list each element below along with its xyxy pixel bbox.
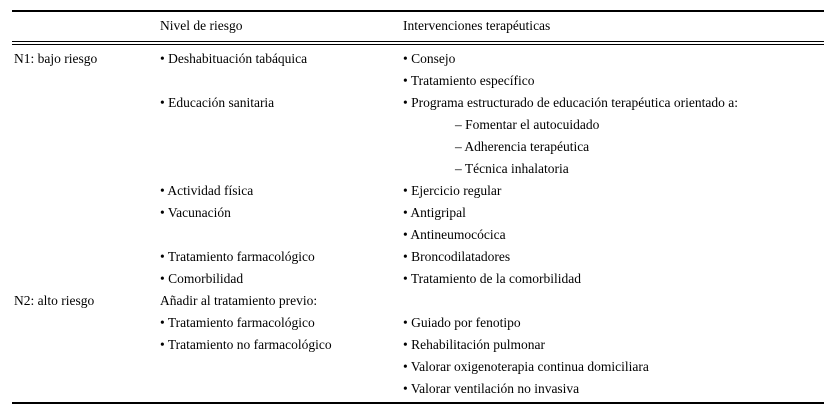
risk-level-cell bbox=[12, 246, 160, 268]
intervention-cell: • Valorar ventilación no invasiva bbox=[403, 381, 580, 396]
table-row bbox=[12, 114, 824, 136]
table-row bbox=[12, 312, 824, 334]
table-row bbox=[12, 43, 824, 70]
risk-level-cell bbox=[12, 312, 160, 334]
measure-cell bbox=[160, 158, 403, 180]
intervention-cell: • Programa estructurado de educación terapéutica orientado a: bbox=[403, 95, 738, 110]
table-row bbox=[12, 92, 824, 114]
table-row bbox=[12, 290, 824, 312]
intervention-subitem-cell: – Fomentar el autocuidado bbox=[455, 117, 600, 132]
measure-cell: • Comorbilidad bbox=[160, 271, 244, 286]
intervention-cell: • Antineumocócica bbox=[403, 227, 506, 242]
table-row bbox=[12, 70, 824, 92]
table-row bbox=[12, 378, 824, 403]
risk-interventions-table bbox=[12, 10, 824, 404]
risk-level-cell bbox=[12, 70, 160, 92]
intervention-cell: • Guiado por fenotipo bbox=[403, 315, 521, 330]
intervention-subitem-cell: – Técnica inhalatoria bbox=[455, 161, 569, 176]
risk-level-cell bbox=[12, 378, 160, 403]
measure-cell: Añadir al tratamiento previo: bbox=[160, 293, 318, 308]
measure-cell bbox=[160, 356, 403, 378]
intervention-cell bbox=[403, 290, 824, 312]
risk-level-cell bbox=[12, 114, 160, 136]
header-row bbox=[12, 11, 824, 43]
table-row bbox=[12, 246, 824, 268]
measure-cell bbox=[160, 136, 403, 158]
table bbox=[12, 10, 824, 404]
risk-level-cell bbox=[12, 180, 160, 202]
measure-cell bbox=[160, 224, 403, 246]
intervention-cell: • Tratamiento específico bbox=[403, 73, 535, 88]
intervention-cell: • Consejo bbox=[403, 51, 456, 66]
measure-cell: • Vacunación bbox=[160, 205, 231, 220]
table-row bbox=[12, 136, 824, 158]
table-row bbox=[12, 158, 824, 180]
table-row bbox=[12, 334, 824, 356]
measure-cell: • Tratamiento farmacológico bbox=[160, 249, 315, 264]
header-nivel-de-riesgo: Nivel de riesgo bbox=[160, 11, 403, 43]
intervention-cell: • Rehabilitación pulmonar bbox=[403, 337, 545, 352]
measure-cell: • Tratamiento farmacológico bbox=[160, 315, 315, 330]
intervention-cell: • Tratamiento de la comorbilidad bbox=[403, 271, 581, 286]
measure-cell bbox=[160, 378, 403, 403]
risk-level-cell bbox=[12, 158, 160, 180]
measure-cell: • Actividad física bbox=[160, 183, 254, 198]
intervention-cell: • Broncodilatadores bbox=[403, 249, 511, 264]
header-empty-cell bbox=[12, 11, 160, 43]
measure-cell: • Tratamiento no farmacológico bbox=[160, 337, 332, 352]
risk-level-cell bbox=[12, 268, 160, 290]
intervention-cell: • Valorar oxigenoterapia continua domiciliara bbox=[403, 359, 649, 374]
risk-level-cell bbox=[12, 136, 160, 158]
risk-level-cell bbox=[12, 202, 160, 224]
intervention-cell: • Ejercicio regular bbox=[403, 183, 502, 198]
risk-level-cell bbox=[12, 224, 160, 246]
header-intervenciones-terapeuticas: Intervenciones terapéuticas bbox=[403, 11, 824, 43]
table-row bbox=[12, 268, 824, 290]
table-row bbox=[12, 180, 824, 202]
risk-level-cell bbox=[12, 356, 160, 378]
intervention-subitem-cell: – Adherencia terapéutica bbox=[455, 139, 590, 154]
risk-level-cell: N1: bajo riesgo bbox=[14, 51, 98, 66]
measure-cell: • Educación sanitaria bbox=[160, 95, 275, 110]
risk-level-cell bbox=[12, 92, 160, 114]
measure-cell bbox=[160, 70, 403, 92]
risk-level-cell bbox=[12, 334, 160, 356]
intervention-cell: • Antigripal bbox=[403, 205, 466, 220]
table-row bbox=[12, 202, 824, 224]
table-row bbox=[12, 224, 824, 246]
risk-level-cell: N2: alto riesgo bbox=[14, 293, 95, 308]
table-row bbox=[12, 356, 824, 378]
measure-cell: • Deshabituación tabáquica bbox=[160, 51, 308, 66]
measure-cell bbox=[160, 114, 403, 136]
